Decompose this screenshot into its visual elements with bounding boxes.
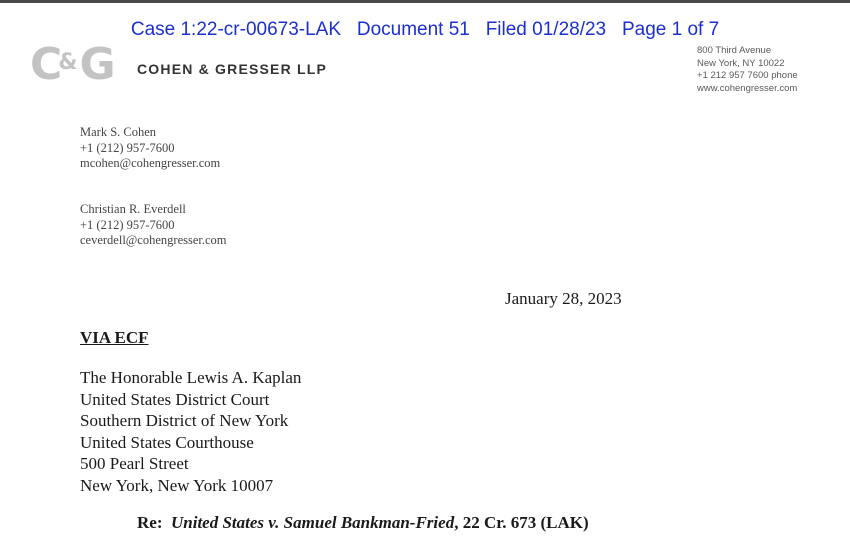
re-label: Re: — [137, 513, 163, 532]
firm-name: COHEN & GRESSER LLP — [137, 61, 328, 77]
firm-logo: C&G — [30, 39, 110, 90]
recipient-address — [80, 367, 301, 496]
letter-date: January 28, 2023 — [505, 289, 622, 308]
recipient-line: 500 Pearl Street — [80, 454, 189, 473]
address-line: 800 Third Avenue — [697, 45, 772, 56]
contact-name: Christian R. Everdell — [80, 202, 186, 216]
address-line: New York, NY 10022 — [697, 57, 785, 69]
recipient-line: Southern District of New York — [80, 411, 289, 430]
contact-email: ceverdell@cohengresser.com — [80, 233, 227, 247]
contact-phone: +1 (212) 957-7600 — [80, 140, 175, 155]
filing-stamp: Case 1:22-cr-00673-LAK Document 51 Filed 01/28/23 Page 1 of 7 — [130, 19, 720, 40]
contact-block — [80, 202, 227, 249]
delivery-method: VIA ECF — [80, 328, 149, 347]
recipient-line: The Honorable Lewis A. Kaplan — [80, 368, 302, 387]
re-line — [137, 513, 589, 533]
top-border — [0, 0, 850, 3]
address-line: +1 212 957 7600 phone — [697, 70, 798, 81]
address-line: www.cohengresser.com — [697, 82, 798, 94]
contact-name: Mark S. Cohen — [80, 125, 157, 139]
recipient-line: New York, New York 10007 — [80, 475, 274, 495]
recipient-line: United States Courthouse — [80, 432, 254, 452]
case-number: , 22 Cr. 673 (LAK) — [454, 513, 589, 532]
contact-block — [80, 125, 220, 172]
contact-phone: +1 (212) 957-7600 — [80, 217, 175, 232]
contact-email: mcohen@cohengresser.com — [80, 156, 221, 170]
firm-address — [697, 45, 798, 95]
recipient-line: United States District Court — [80, 389, 270, 409]
case-title: United States v. Samuel Bankman-Fried — [170, 513, 455, 532]
